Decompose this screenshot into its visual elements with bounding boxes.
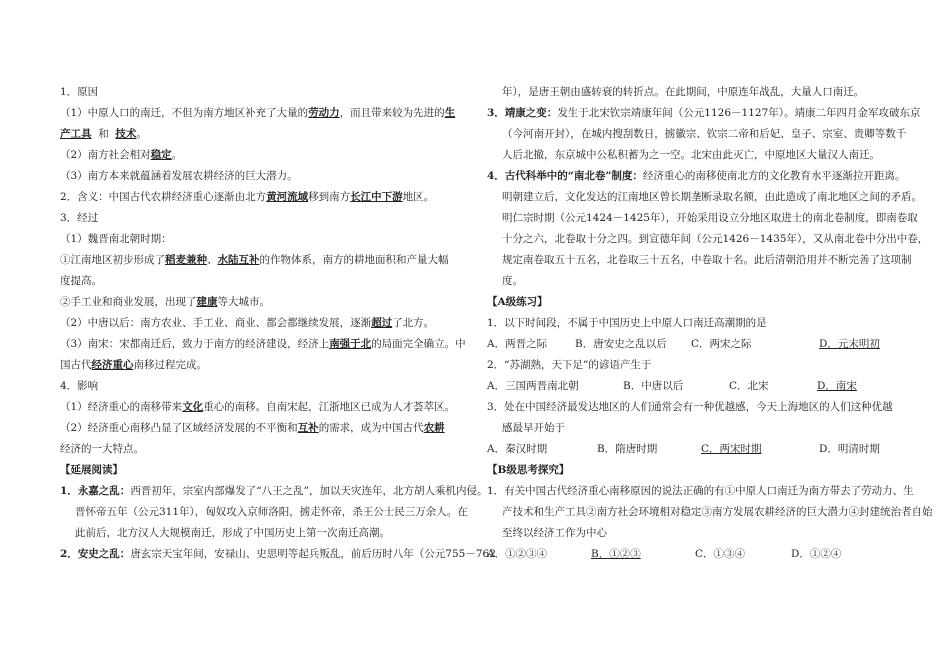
reading-1-line2: 晋怀帝五年（公元311年），匈奴攻入京师洛阳，掳走怀帝，杀王公士民三万余人。在 (75, 506, 468, 518)
answer-farming: 农耕 (423, 422, 445, 434)
question-a3-line1: 3．处在中国经济最发达地区的人们通常会有一种优越感，今天上海地区的人们这种优越 (487, 401, 893, 413)
option-a3-b: B．隋唐时期 (597, 443, 658, 455)
option-a2-b: B．中唐以后 (623, 380, 684, 392)
level-b-heading: 【B级思考探究】 (487, 464, 570, 476)
reading-4-line5: 规定南卷取五十五名，北卷取三十五名，中卷取十名。此后清朝沿用并不断完善了这项制 (502, 254, 912, 266)
answer-rice-wheat: 稻麦兼种 (165, 254, 207, 266)
process-1b: ②手工业和商业发展，出现了建康等大城市。 (60, 296, 270, 308)
option-a3-d: D．明清时期 (819, 443, 880, 455)
reason-2: （2）南方社会相对稳定。 (60, 149, 183, 161)
process-2: （2）中唐以后：南方农业、手工业、商业、都会都继续发展，逐渐超过了北方。 (60, 317, 435, 329)
reading-1-line3: 此前后，北方汉人大规模南迁，形成了中国历史上第一次南迁高潮。 (75, 527, 390, 539)
reading-1-title: 永嘉之乱： (77, 485, 131, 497)
question-a1-options (487, 334, 892, 355)
reading-3-line3: 人后北撤，东京城中公私积蓄为之一空。北宋由此灭亡，中原地区大量汉人南迁。 (502, 149, 880, 161)
question-b1-line3: 至终以经济工作为中心 (502, 527, 607, 539)
question-b1-line1: 1．有关中国古代经济重心南移原因的说法正确的有①中原人口南迁为南方带去了劳动力、生 (487, 485, 914, 497)
answer-south-stronger: 南强于北 (329, 338, 372, 350)
answer-economic-center: 经济重心 (91, 359, 134, 371)
reading-4-line4: 十分之六，北卷取十分之四。到宣德年间（公元1426－1435年），又从南北卷中分出中卷， (502, 233, 929, 245)
impact-2-line1: （2）经济重心南移凸显了区域经济发展的不平衡和互补的需求，成为中国古代农耕 (60, 422, 445, 434)
question-a3-options (487, 439, 892, 460)
impact-2-line2: 经济的一大特点。 (60, 443, 144, 455)
option-b1-d: D．①②④ (791, 548, 842, 560)
impact-1: （1）经济重心的南移带来文化重心的南移。自南宋起，江浙地区已成为人才荟萃区。 (60, 401, 456, 413)
option-a2-c: C．北宋 (729, 380, 769, 392)
option-a3-a: A．秦汉时期 (487, 443, 548, 455)
process-1: （1）魏晋南北朝时期： (60, 233, 172, 245)
reason-3: （3）南方本来就蕴涵着发展农耕经济的巨大潜力。 (60, 170, 298, 182)
reading-4-line2: 明朝建立后，文化发达的江南地区曾长期垄断录取名额，由此造成了南北地区之间的矛盾。 (502, 191, 922, 203)
answer-labor: 劳动力 (308, 107, 340, 119)
process-3-line1: （3）南宋：宋都南迁后，致力于南方的经济建设，经济上南强于北的局面完全确立。中 (60, 338, 466, 350)
option-a3-c-answer: C．两宋时期 (701, 443, 762, 455)
option-b1-b-answer: B．①②③ (591, 548, 641, 560)
process-1a-line2: 度提高。 (60, 275, 102, 287)
option-b1-a: A．①②③④ (487, 548, 548, 560)
answer-tools-part1: 生 (444, 107, 456, 119)
option-a1-c: C．两宋之际 (691, 338, 752, 350)
answer-complement: 互补 (297, 422, 319, 434)
answer-tools-part2: 产工具 (60, 128, 92, 140)
level-a-heading: 【A级练习】 (487, 296, 548, 308)
answer-culture: 文化 (182, 401, 204, 413)
process-1a-line1: ①江南地区初步形成了稻麦兼种、水陆互补的作物体系，南方的耕地面积和产量大幅 (60, 254, 449, 266)
option-a1-a: A．两晋之际 (487, 338, 548, 350)
reading-3-line2: （今河南开封），在城内搜刮数日，掳徽宗、钦宗二帝和后妃、皇子、宗室、贵卿等数千 (502, 128, 907, 140)
option-a1-d-answer: D．元末明初 (819, 338, 880, 350)
answer-land-water: 水陆互补 (217, 254, 260, 266)
question-a3-line2: 感最早开始于 (502, 422, 565, 434)
reading-4-line1: 4．古代科举中的“南北卷”制度：经济重心的南移使南北方的文化教育水平逐渐拉开距离。 (487, 170, 906, 182)
reason-1-line2: 产工具 和 技术。 (60, 128, 147, 140)
answer-yangtze: 长江中下游 (350, 191, 403, 203)
option-a1-b: B．唐安史之乱以后 (575, 338, 667, 350)
extended-reading-heading: 【延展阅读】 (60, 464, 123, 476)
question-a2: 2．“苏湖熟，天下足”的谚语产生于 (487, 359, 652, 371)
meaning-line: 2．含义：中国古代农耕经济重心逐渐由北方黄河流域移到南方长江中下游地区。 (60, 191, 435, 203)
reading-3-title: 靖康之变： (504, 107, 558, 119)
section-reason-heading: 1．原因 (60, 86, 99, 98)
reading-4-line6: 度。 (502, 275, 523, 287)
reason-1-line1: （1）中原人口的南迁，不但为南方地区补充了大量的劳动力，而且带来较为先进的生 (60, 107, 456, 119)
option-b1-c: C．①③④ (695, 548, 746, 560)
option-a2-d-answer: D．南宋 (817, 380, 857, 392)
reading-2-title: 安史之乱： (77, 548, 131, 560)
right-column (487, 82, 933, 565)
question-b1-options (487, 544, 892, 565)
section-impact-heading: 4．影响 (60, 380, 99, 392)
answer-stable: 稳定 (150, 149, 172, 161)
process-3-line2: 国古代经济重心南移过程完成。 (60, 359, 207, 371)
reading-3-line1: 3．靖康之变：发生于北宋钦宗靖康年间（公元1126－1127年）。靖康二年四月金军攻破东京 (487, 107, 921, 119)
question-b1-line2: 产技术和生产工具②南方社会环境相对稳定③南方发展农耕经济的巨大潜力④封建统治者自始 (502, 506, 933, 518)
left-column (60, 82, 496, 565)
reading-2-line2: 年），是唐王朝由盛转衰的转折点。在此期间，中原连年战乱，大量人口南迁。 (502, 86, 865, 98)
answer-surpass: 超过 (371, 317, 393, 329)
reading-4-line3: 明仁宗时期（公元1424－1425年），开始采用设立分地区取进士的南北卷制度，即南卷取 (502, 212, 918, 224)
question-a1: 1．以下时间段，不属于中国历史上中原人口南迁高潮期的是 (487, 317, 767, 329)
answer-yellow-river: 黄河流域 (266, 191, 309, 203)
reading-2-line1: 2．安史之乱：唐玄宗天宝年间，安禄山、史思明等起兵叛乱，前后历时八年（公元755－762 (60, 548, 496, 560)
answer-jiankang: 建康 (196, 296, 218, 308)
reading-4-title: 古代科举中的“南北卷”制度： (504, 170, 643, 182)
section-process-heading: 3．经过 (60, 212, 99, 224)
question-a2-options (487, 376, 892, 397)
reading-1-line1: 1．永嘉之乱：西晋初年，宗室内部爆发了“八王之乱”，加以天灾连年，北方胡人乘机内侵。 (60, 485, 488, 497)
option-a2-a: A．三国两晋南北朝 (487, 380, 579, 392)
answer-technology: 技术 (115, 128, 137, 140)
